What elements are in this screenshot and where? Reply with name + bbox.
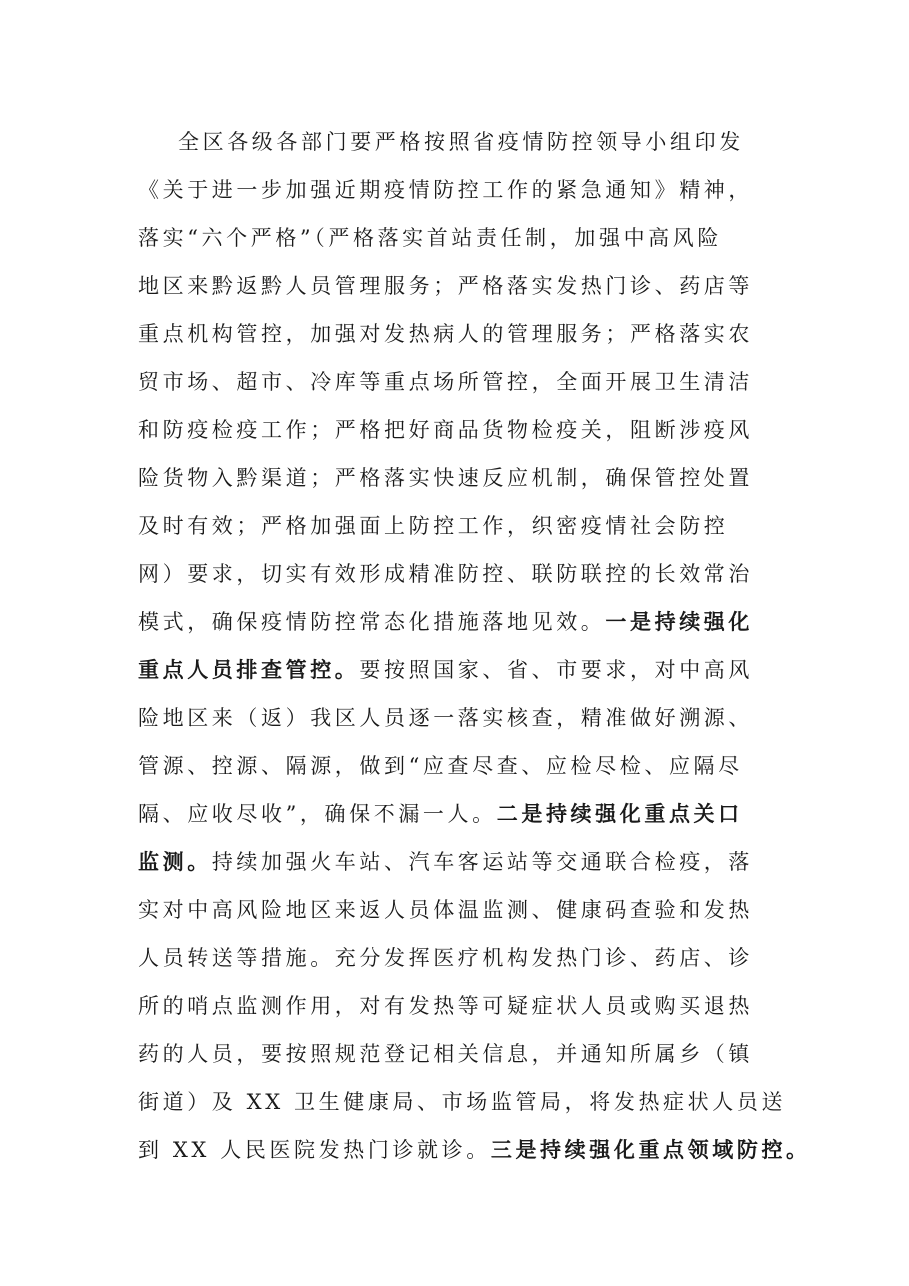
text-line (138, 1126, 811, 1174)
text-line (138, 262, 798, 310)
text-line (138, 982, 798, 1030)
bold-heading-text: 重点人员排查管控。 (138, 657, 360, 682)
text-line (138, 790, 798, 838)
text-line (138, 838, 798, 886)
body-text: 贸市场、超市、冷库等重点场所管控，全面开展卫生清洁 (138, 370, 753, 394)
body-text: 和防疫检疫工作；严格把好商品货物检疫关，阻断涉疫风 (138, 418, 753, 442)
body-text: 险地区来（返）我区人员逐一落实核查，精准做好溯源、 (138, 706, 753, 730)
body-text: 全区各级各部门要严格按照省疫情防控领导小组印发 (178, 130, 744, 154)
text-line (138, 502, 798, 550)
document-body (138, 118, 811, 1174)
body-text: 落实“六个严格”（严格落实首站责任制，加强中高风险 (138, 226, 722, 250)
text-line (138, 1078, 798, 1126)
text-line (138, 406, 798, 454)
body-text: 药的人员，要按照规范登记相关信息，并通知所属乡（镇 (138, 1042, 753, 1066)
body-text: 街道）及 XX 卫生健康局、市场监管局，将发热症状人员送 (138, 1090, 787, 1114)
body-text: 所的哨点监测作用，对有发热等可疑症状人员或购买退热 (138, 994, 753, 1018)
text-line (138, 742, 798, 790)
text-line (138, 934, 798, 982)
bold-heading-text: 三是持续强化重点领域防控。 (490, 1137, 811, 1162)
body-text: 人员转送等措施。充分发挥医疗机构发热门诊、药店、诊 (138, 946, 753, 970)
text-line (138, 598, 798, 646)
body-text: 实对中高风险地区来返人员体温监测、健康码查验和发热 (138, 898, 753, 922)
body-text: 到 XX 人民医院发热门诊就诊。 (138, 1138, 491, 1162)
body-text: 地区来黔返黔人员管理服务；严格落实发热门诊、药店等 (138, 274, 753, 298)
body-text: 持续加强火车站、汽车客运站等交通联合检疫，落 (211, 850, 754, 874)
text-line (138, 646, 798, 694)
text-line (138, 358, 798, 406)
text-line (138, 214, 798, 262)
text-line (138, 118, 798, 166)
body-text: 险货物入黔渠道；严格落实快速反应机制，确保管控处置 (138, 466, 753, 490)
text-line (138, 694, 798, 742)
text-line (138, 454, 798, 502)
body-text: 重点机构管控，加强对发热病人的管理服务；严格落实农 (138, 322, 753, 346)
text-line (138, 310, 798, 358)
text-line (138, 886, 798, 934)
bold-heading-text: 二是持续强化重点关口 (496, 801, 743, 826)
text-line (138, 166, 798, 214)
body-text: 隔、应收尽收”，确保不漏一人。 (138, 802, 497, 826)
text-line (138, 550, 798, 598)
body-text: 及时有效；严格加强面上防控工作，织密疫情社会防控 (138, 514, 729, 538)
body-text: 要按照国家、省、市要求，对中高风 (359, 658, 754, 682)
body-text: 网）要求，切实有效形成精准防控、联防联控的长效常治 (138, 562, 753, 586)
bold-heading-text: 一是持续强化 (605, 609, 754, 634)
body-text: 模式，确保疫情防控常态化措施落地见效。 (138, 610, 606, 634)
text-line (138, 1030, 798, 1078)
bold-heading-text: 监测。 (138, 849, 212, 874)
body-text: 管源、控源、隔源，做到“应查尽查、应检尽检、应隔尽 (138, 754, 743, 778)
body-text: 《关于进一步加强近期疫情防控工作的紧急通知》精神， (138, 178, 753, 202)
